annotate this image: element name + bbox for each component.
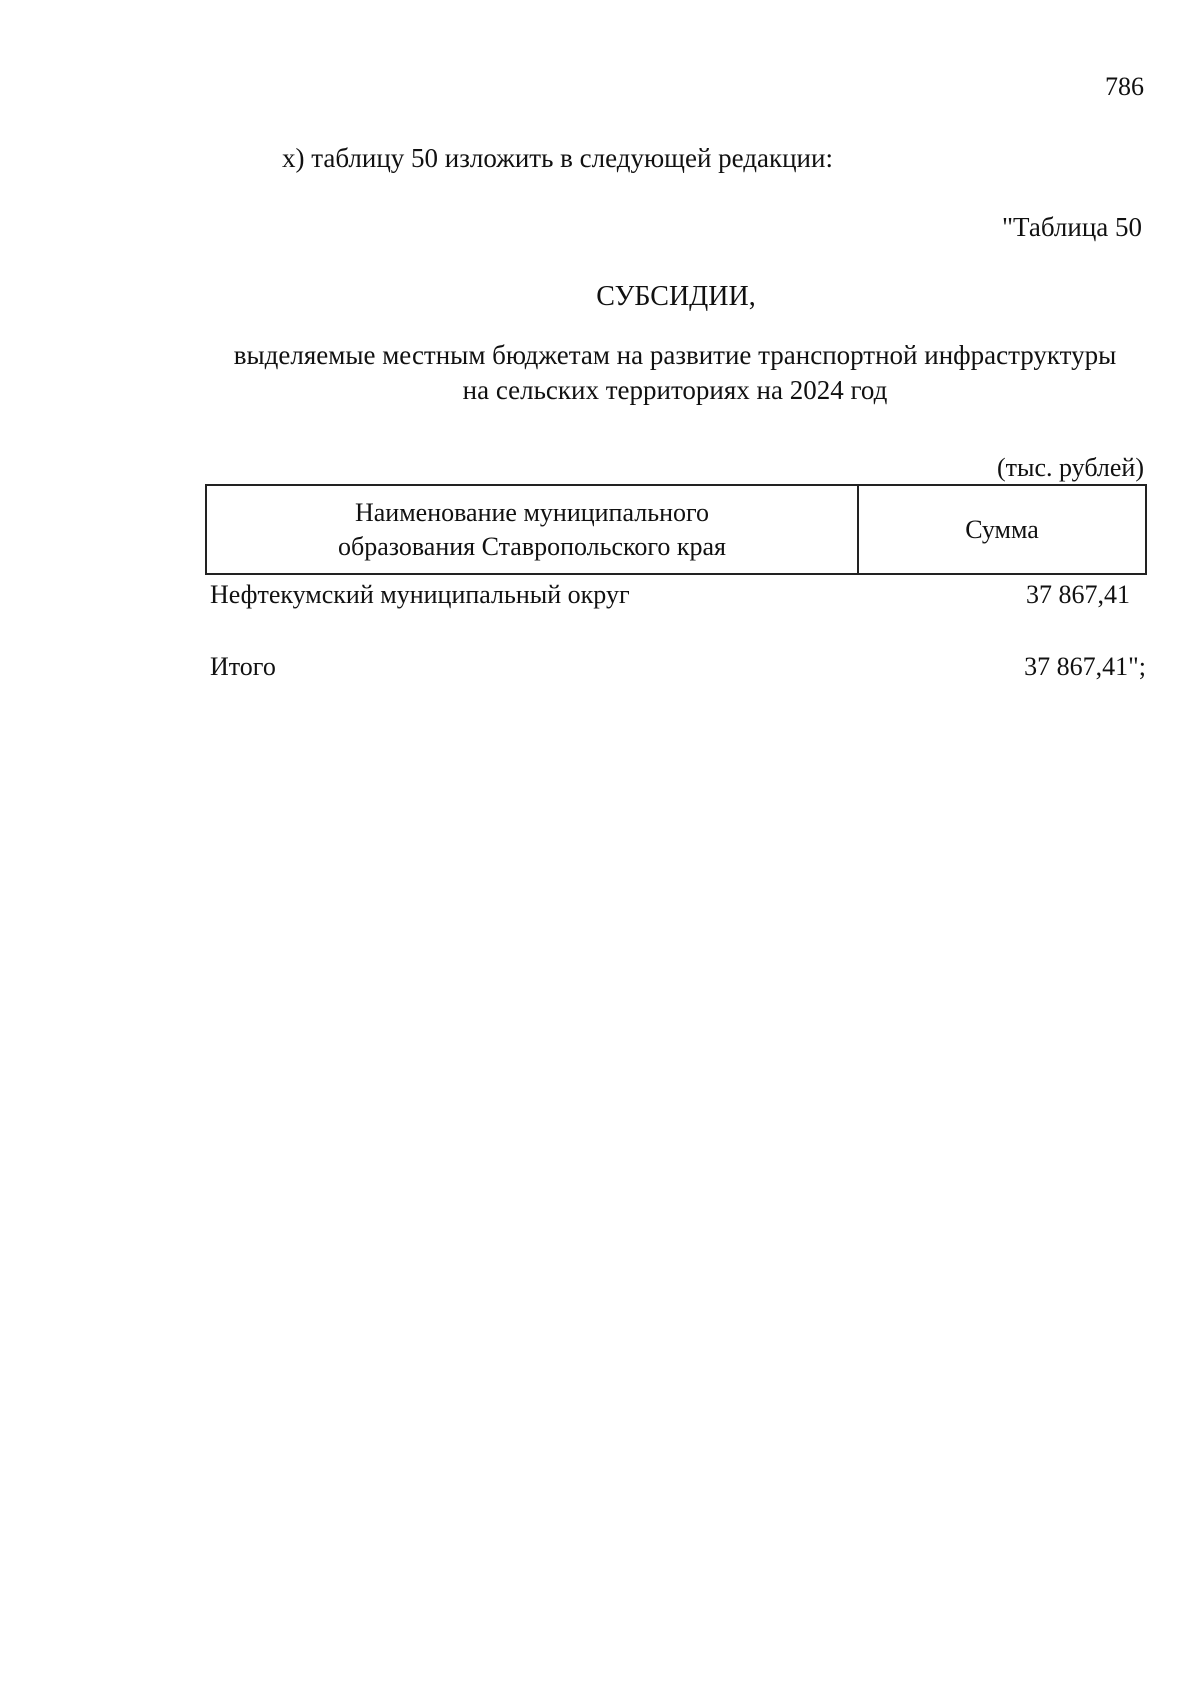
table-reference: "Таблица 50	[1002, 212, 1142, 242]
page-number: 786	[1105, 72, 1144, 101]
table-row	[210, 580, 1130, 610]
total-sum: 37 867,41";	[1024, 652, 1146, 681]
subtitle-line: на сельских территориях на 2024 год	[462, 375, 888, 405]
document-title: СУБСИДИИ,	[596, 281, 756, 312]
row-name: Нефтекумский муниципальный округ	[210, 580, 630, 609]
row-sum: 37 867,41	[1026, 580, 1130, 609]
total-label: Итого	[210, 652, 276, 681]
table-header	[205, 484, 1147, 575]
column-header-name-line: образования Ставропольского края	[337, 531, 727, 561]
column-header-name	[207, 486, 859, 573]
total-row	[210, 652, 1146, 682]
document-subtitle	[200, 338, 1150, 408]
subtitle-line: выделяемые местным бюджетам на развитие транспортной инфраструктуры	[233, 340, 1117, 370]
column-header-name-line: Наименование муниципального	[354, 497, 710, 527]
amendment-instruction: х) таблицу 50 изложить в следующей редакции:	[282, 143, 833, 173]
column-header-sum: Сумма	[965, 514, 1039, 544]
units-label: (тыс. рублей)	[996, 453, 1144, 482]
